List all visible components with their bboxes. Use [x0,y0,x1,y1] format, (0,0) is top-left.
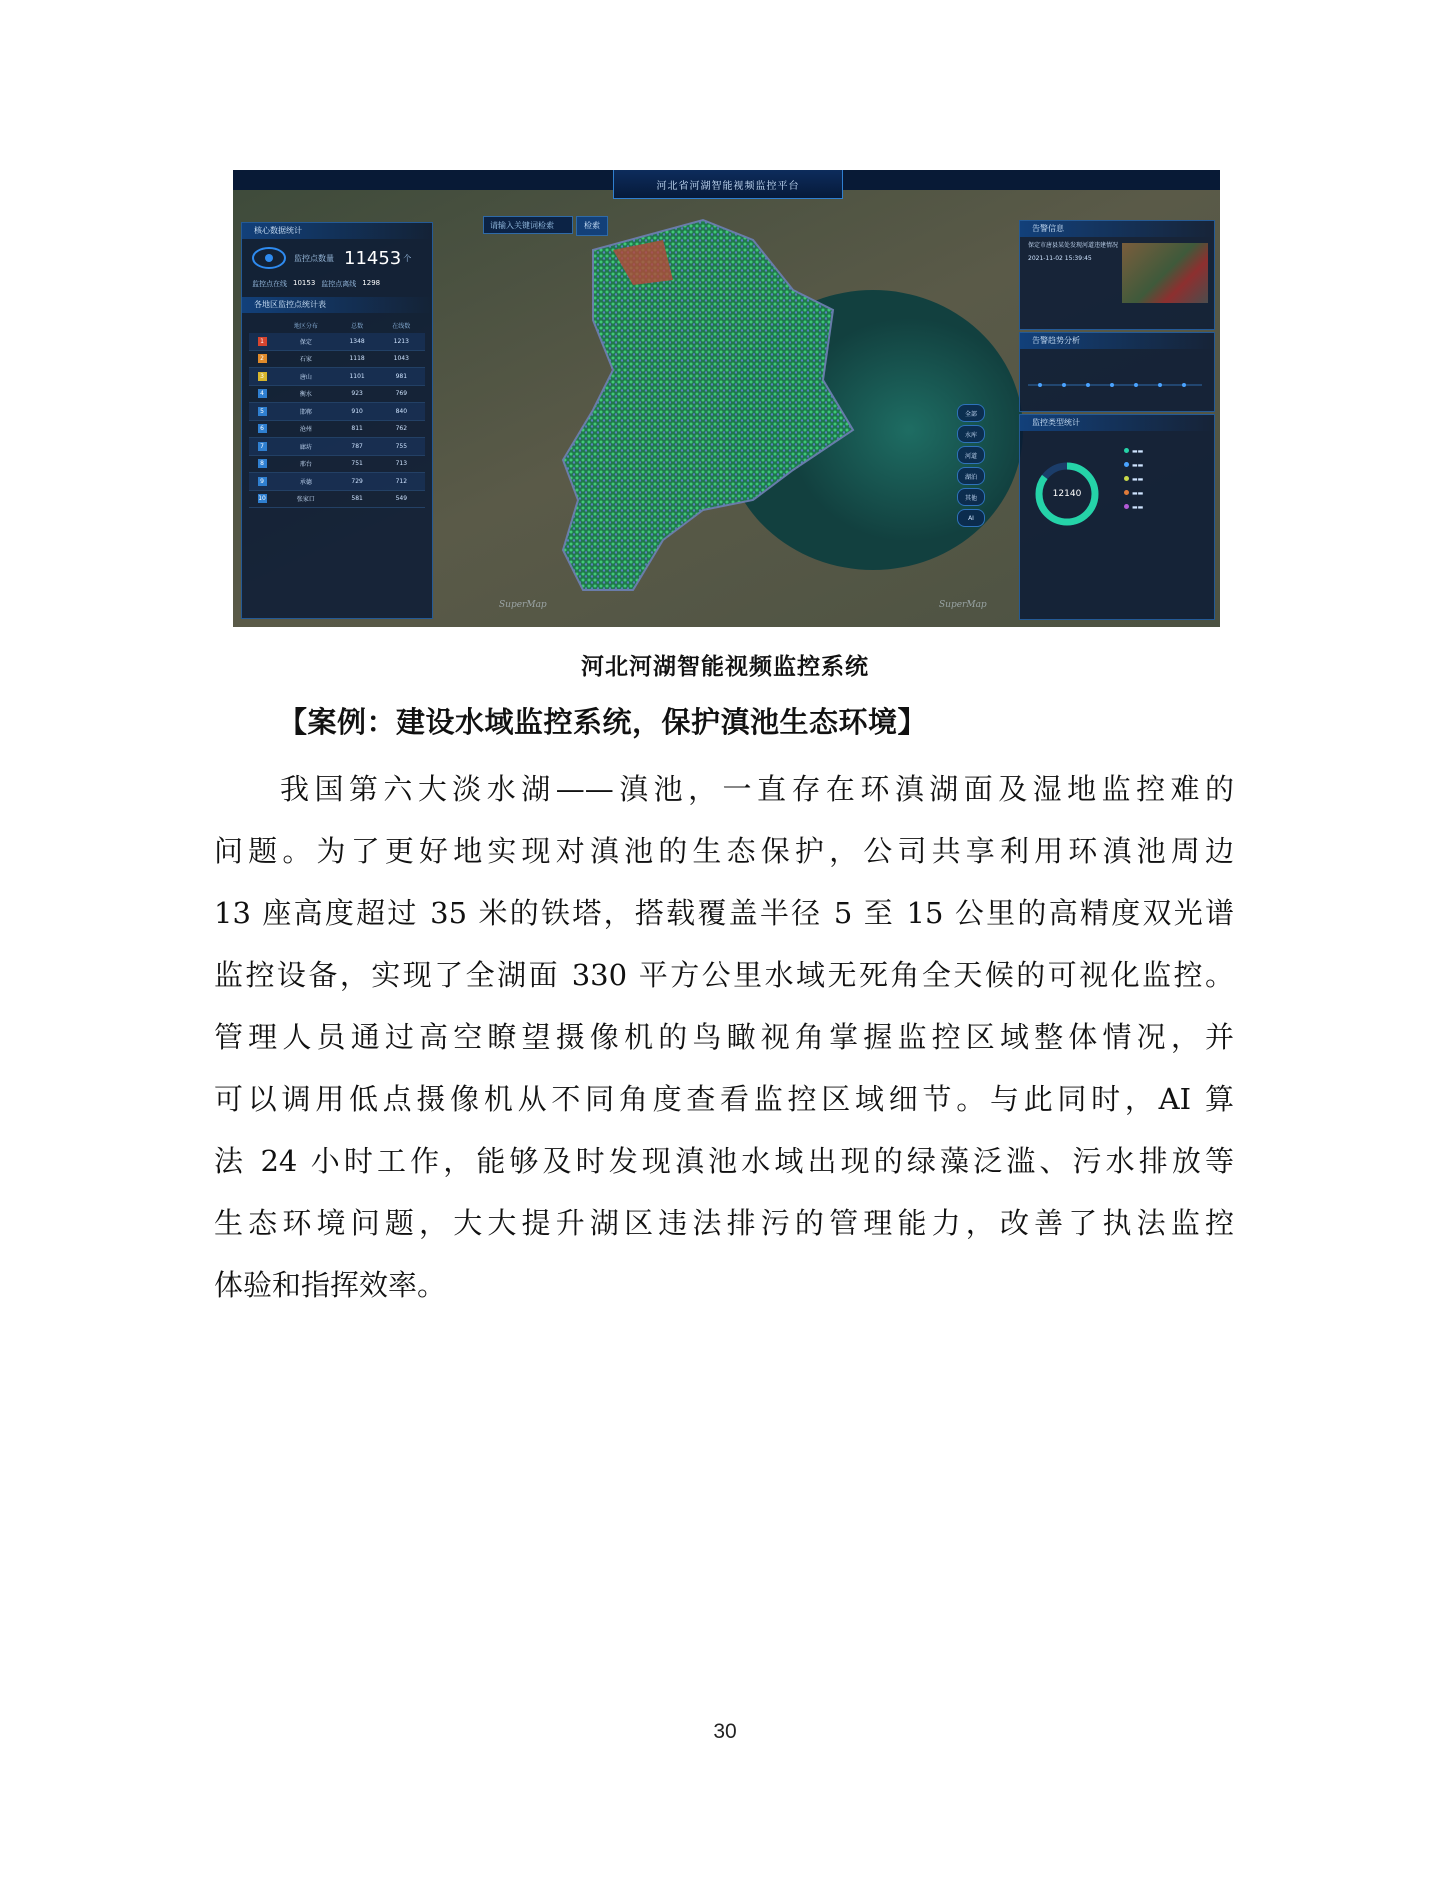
body-line: 可以调用低点摄像机从不同角度查看监控区域细节。与此同时，AI 算 [214,1082,1234,1116]
left-stats-panel [241,222,433,619]
online-cell: 840 [378,403,425,421]
online-cell: 981 [378,368,425,386]
body-line: 13 座高度超过 35 米的铁塔，搭载覆盖半径 5 至 15 公里的高精度双光谱 [214,896,1234,930]
table-row[interactable] [249,385,425,403]
total-cell: 1101 [337,368,378,386]
alert-trend-header: 告警趋势分析 [1020,333,1214,349]
figure-caption: 河北河湖智能视频监控系统 [581,654,869,680]
region-cell: 张家口 [275,490,337,508]
ring-total-value: 12140 [1052,489,1082,499]
layer-all-button[interactable]: 全部 [957,404,985,422]
rank-badge: 8 [258,459,267,468]
body-line: 问题。为了更好地实现对滇池的生态保护，公司共享利用环滇池周边 [214,834,1234,868]
online-cell: 1213 [378,333,425,350]
table-row[interactable] [249,490,425,508]
platform-title: 河北省河湖智能视频监控平台 [613,170,843,199]
rank-cell [249,455,275,473]
total-cell: 751 [337,455,378,473]
body-line: 法 24 小时工作，能够及时发现滇池水域出现的绿藻泛滥、污水排放等 [214,1144,1234,1178]
alert-info-panel [1019,220,1215,330]
camera-count-unit: 个 [403,253,412,263]
table-row[interactable] [249,350,425,368]
offline-value: 1298 [362,279,381,287]
layer-toolbar [957,404,985,530]
rank-cell [249,385,275,403]
page-number: 30 [713,1720,737,1743]
offline-label: 监控点离线 [321,280,357,288]
body-line: 管理人员通过高空瞭望摄像机的鸟瞰视角掌握监控区域整体情况，并 [214,1020,1234,1054]
alert-text: 保定市唐县某处发现河道违建情况 [1028,242,1119,249]
dashboard-screenshot [233,170,1220,627]
total-cell: 811 [337,420,378,438]
column-online: 在线数 [392,322,411,330]
rank-badge: 10 [258,495,266,503]
map-search-input[interactable]: 请输入关键词检索 [483,216,573,234]
table-row[interactable] [249,333,425,350]
region-cell: 衡水 [275,385,337,403]
core-stats-header: 核心数据统计 [242,223,432,239]
rank-badge: 9 [258,477,267,486]
total-cell: 729 [337,473,378,491]
online-cell: 1043 [378,350,425,368]
column-region: 地区分布 [293,322,318,330]
table-row[interactable] [249,438,425,456]
online-offline-stats [242,277,432,291]
layer-river-button[interactable]: 河道 [957,446,985,464]
alert-trend-panel [1019,332,1215,412]
total-cell: 1348 [337,333,378,350]
camera-count-label: 监控点数量 [294,253,334,263]
rank-cell [249,490,275,508]
body-line: 监控设备，实现了全湖面 330 平方公里水域无死角全天候的可视化监控。 [214,958,1234,992]
rank-cell [249,403,275,421]
rank-badge: 4 [258,389,267,398]
type-legend: ▬▬ ▬▬ ▬▬ ▬▬ ▬▬ [1124,445,1143,515]
region-stats-table [249,317,425,508]
online-cell: 549 [378,490,425,508]
region-cell: 石家 [275,350,337,368]
online-cell: 713 [378,455,425,473]
column-rank [249,317,275,333]
region-cell: 保定 [275,333,337,350]
rank-badge: 3 [258,372,267,381]
body-line: 我国第六大淡水湖——滇池，一直存在环滇湖面及湿地监控难的 [280,772,1234,806]
total-cell: 910 [337,403,378,421]
table-row[interactable] [249,368,425,386]
rank-badge: 5 [258,407,267,416]
online-cell: 712 [378,473,425,491]
layer-ai-button[interactable]: AI [957,509,985,527]
layer-lake-button[interactable]: 湖泊 [957,467,985,485]
body-line: 生态环境问题，大大提升湖区违法排污的管理能力，改善了执法监控 [214,1206,1234,1240]
region-cell: 沧州 [275,420,337,438]
rank-badge: 7 [258,442,267,451]
rank-cell [249,438,275,456]
online-cell: 762 [378,420,425,438]
alert-time: 2021-11-02 15:39:45 [1028,255,1092,262]
region-cell: 邯郸 [275,403,337,421]
body-paragraph [214,758,1234,1316]
region-cell: 廊坊 [275,438,337,456]
supermap-watermark-right: SuperMap [939,600,987,610]
monitor-type-header: 监控类型统计 [1020,415,1214,431]
total-cell: 787 [337,438,378,456]
supermap-watermark-left: SuperMap [499,600,547,610]
region-cell: 唐山 [275,368,337,386]
body-line: 体验和指挥效率。 [214,1268,447,1302]
monitor-type-panel [1019,414,1215,620]
layer-reservoir-button[interactable]: 水库 [957,425,985,443]
table-row[interactable] [249,473,425,491]
rank-cell [249,368,275,386]
rank-badge: 2 [258,354,267,363]
type-ring-chart [1032,459,1102,533]
rank-cell [249,473,275,491]
camera-count-value: 11453 [344,247,402,269]
wifi-icon [252,247,286,269]
case-title: 【案例：建设水域监控系统，保护滇池生态环境】 [278,705,928,739]
rank-badge: 1 [258,337,267,346]
region-cell: 邢台 [275,455,337,473]
online-cell: 769 [378,385,425,403]
region-stats-header: 各地区监控点统计表 [242,297,432,313]
rank-cell [249,350,275,368]
table-row[interactable] [249,420,425,438]
online-cell: 755 [378,438,425,456]
table-row[interactable] [249,455,425,473]
map-search-button[interactable]: 检索 [576,216,608,236]
alert-info-header: 告警信息 [1020,221,1214,237]
online-label: 监控点在线 [252,280,287,288]
rank-cell [249,333,275,350]
rank-cell [249,420,275,438]
layer-other-button[interactable]: 其他 [957,488,985,506]
total-cell: 1118 [337,350,378,368]
column-total: 总数 [351,322,364,330]
alert-snapshot-image[interactable] [1122,243,1208,303]
region-cell: 承德 [275,473,337,491]
table-row[interactable] [249,403,425,421]
online-value: 10153 [293,279,316,287]
camera-count-stat [242,239,432,277]
trend-chart [1020,349,1210,405]
total-cell: 581 [337,490,378,508]
total-cell: 923 [337,385,378,403]
rank-badge: 6 [258,424,267,433]
